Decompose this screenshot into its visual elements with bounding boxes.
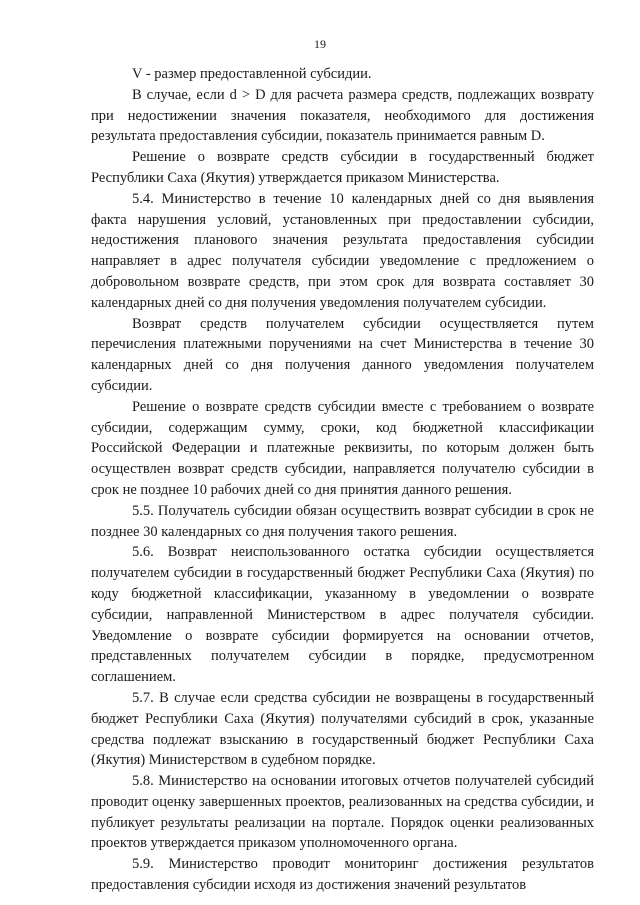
paragraph-indicator-condition: В случае, если d > D для расчета размера средств, подлежащих возврату при недостижении значения показателя, необходимого для достижения результата предоставления субсидии, показатель принимается равным D. <box>91 86 594 145</box>
paragraph-return-requirement: Решение о возврате средств субсидии вместе с требованием о возврате субсидии, содержащим сумму, сроки, код бюджетной классификации Российской Федерации и платежные реквизиты, по которым должен быть осуществлен возврат средств субсидии, направляется получателю субсидии в срок не позднее 10 рабочих дней со дня принятия данного решения. <box>91 398 594 498</box>
paragraph-return-decision-approval: Решение о возврате средств субсидии в государственный бюджет Республики Саха (Якутия) утверждается приказом Министерства. <box>91 149 594 186</box>
paragraph-return-by-payment-orders: Возврат средств получателем субсидии осуществляется путем перечисления платежными поручениями на счет Министерства в течение 30 календарных дней со дня получения данного уведомления получателем субсидии. <box>91 315 594 394</box>
paragraph-5-7: 5.7. В случае если средства субсидии не возвращены в государственный бюджет Республики Саха (Якутия) получателями субсидий в срок, указанные средства подлежат взысканию в государственный бюджет Республики Саха (Якутия) Министерством в судебном порядке. <box>91 689 594 769</box>
paragraph-5-4: 5.4. Министерство в течение 10 календарных дней со дня выявления факта нарушения условий, установленных при предоставлении субсидии, недостижения планового значения результата предоставления субсидии направляет в адрес получателя субсидии уведомление с предложением о добровольном возврате средств, при этом срок для возврата составляет 30 календарных дней со дня получения уведомления получателем субсидии. <box>91 190 594 311</box>
paragraph-5-6: 5.6. Возврат неиспользованного остатка субсидии осуществляется получателем субсидии в государственный бюджет Республики Саха (Якутия) по коду бюджетной классификации, указанному в уведомлении о возврате субсидии, направленной Министерством в адрес получателя субсидии. Уведомление о возврате субсидии формируется на основании отчетов, представленных получателем субсидии в порядке, предусмотренном соглашением. <box>91 544 594 686</box>
page-number: 19 <box>314 37 326 51</box>
document-body <box>91 64 594 896</box>
paragraph-subsidy-size-definition: V - размер предоставленной субсидии. <box>132 66 372 82</box>
paragraph-5-5: 5.5. Получатель субсидии обязан осуществить возврат субсидии в срок не позднее 30 календарных со дня получения такого решения. <box>91 502 594 540</box>
paragraph-5-9: 5.9. Министерство проводит мониторинг достижения результатов предоставления субсидии исходя из достижения значений результатов <box>91 856 594 894</box>
paragraph-5-8: 5.8. Министерство на основании итоговых отчетов получателей субсидий проводит оценку завершенных проектов, реализованных на средства субсидии, и публикует результаты реализации на портале. Порядок оценки реализованных проектов утверждается приказом уполномоченного органа. <box>91 773 594 852</box>
